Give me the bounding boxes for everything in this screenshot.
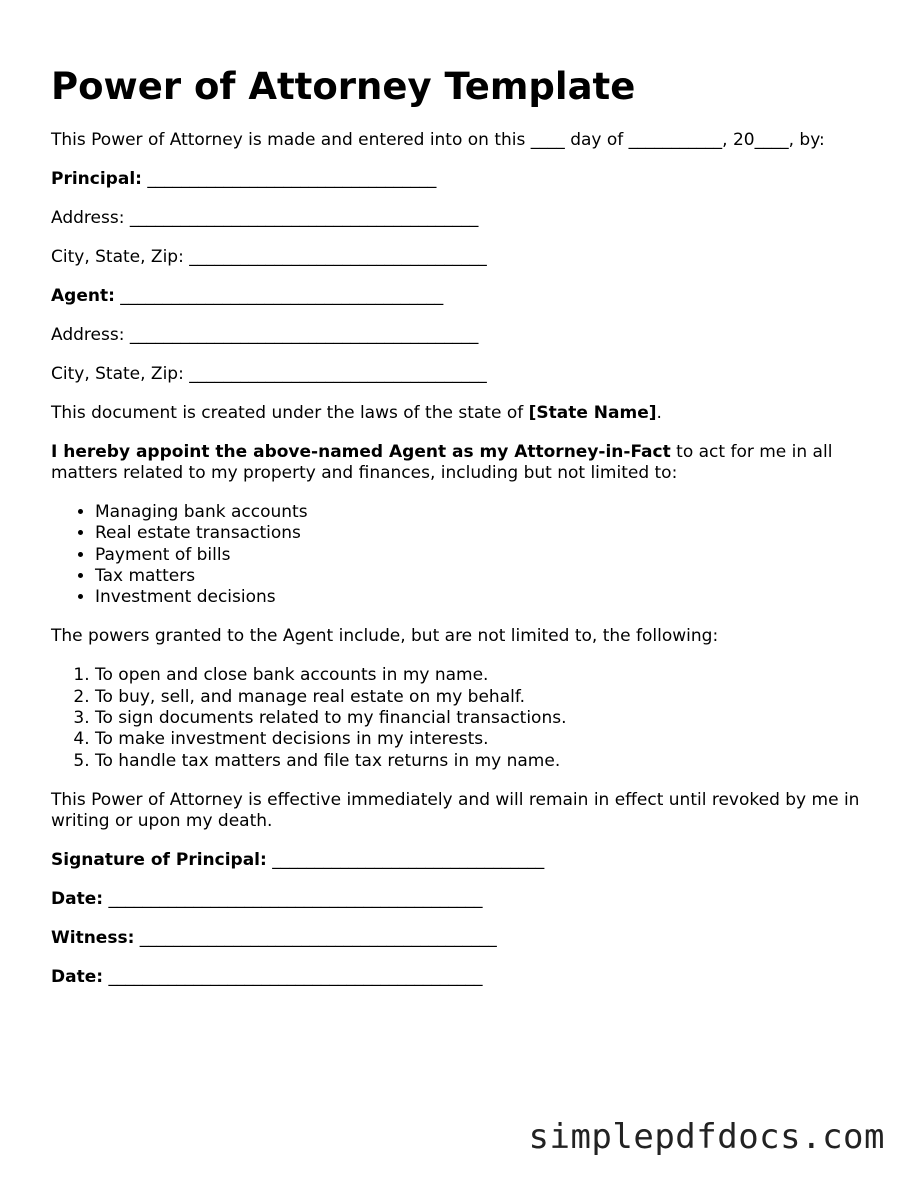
witness-blank: __________________________________________ bbox=[134, 927, 497, 948]
appoint-paragraph bbox=[51, 442, 881, 484]
signature-label: Signature of Principal: bbox=[51, 849, 267, 870]
list-item: 4. To make investment decisions in my interests. bbox=[95, 729, 881, 750]
state-name-placeholder: [State Name] bbox=[528, 403, 657, 423]
appoint-rest-text: to act for me in all matters related to my property and finances, including but not limited to: bbox=[51, 442, 833, 483]
date-blank: ____________________________________________ bbox=[103, 888, 483, 909]
list-item: • Payment of bills bbox=[95, 545, 881, 566]
list-item: 2. To buy, sell, and manage real estate on my behalf. bbox=[95, 687, 881, 708]
principal-blank: __________________________________ bbox=[141, 169, 437, 189]
agent-address-line: Address: _________________________________________ bbox=[51, 325, 479, 345]
document-page bbox=[51, 62, 881, 1006]
list-item: 5. To handle tax matters and file tax returns in my name. bbox=[95, 751, 881, 772]
powers-intro: The powers granted to the Agent include, but are not limited to, the following: bbox=[51, 626, 719, 647]
date-label: Date: bbox=[51, 966, 104, 987]
effective-paragraph: This Power of Attorney is effective immediately and will remain in effect until revoked by me in writing or upon my death. bbox=[51, 789, 860, 831]
state-law-text: This document is created under the laws of the state of bbox=[51, 403, 529, 423]
signature-blank: ________________________________ bbox=[266, 849, 545, 870]
list-item: • Investment decisions bbox=[95, 587, 881, 608]
state-law-line bbox=[51, 403, 881, 424]
powers-list bbox=[51, 665, 881, 771]
matters-list bbox=[51, 502, 881, 608]
list-item: • Managing bank accounts bbox=[95, 502, 881, 523]
witness-line bbox=[51, 928, 881, 949]
principal-line bbox=[51, 169, 881, 190]
list-item: • Tax matters bbox=[95, 566, 881, 587]
principal-city-line: City, State, Zip: ___________________________________ bbox=[51, 247, 487, 267]
site-watermark: simplepdfdocs.com bbox=[528, 1117, 885, 1157]
agent-city-line: City, State, Zip: ___________________________________ bbox=[51, 364, 487, 384]
principal-address-line: Address: _________________________________________ bbox=[51, 208, 479, 228]
signature-line bbox=[51, 850, 881, 871]
list-item: 1. To open and close bank accounts in my name. bbox=[95, 665, 881, 686]
date-line bbox=[51, 889, 881, 910]
state-law-period: . bbox=[656, 403, 662, 423]
agent-label: Agent: bbox=[51, 286, 115, 306]
intro-line: This Power of Attorney is made and entered into on this ____ day of ___________, 20____, by: bbox=[51, 130, 825, 150]
date-line bbox=[51, 967, 881, 988]
principal-label: Principal: bbox=[51, 169, 142, 189]
appoint-bold-text: I hereby appoint the above-named Agent as my Attorney-in-Fact bbox=[51, 442, 671, 462]
date-label: Date: bbox=[51, 888, 104, 909]
list-item: • Real estate transactions bbox=[95, 523, 881, 544]
witness-label: Witness: bbox=[51, 927, 135, 948]
agent-blank: ______________________________________ bbox=[114, 286, 444, 306]
agent-line bbox=[51, 286, 881, 307]
document-title: Power of Attorney Template bbox=[51, 65, 636, 108]
list-item: 3. To sign documents related to my financial transactions. bbox=[95, 708, 881, 729]
date-blank: ____________________________________________ bbox=[103, 966, 483, 987]
